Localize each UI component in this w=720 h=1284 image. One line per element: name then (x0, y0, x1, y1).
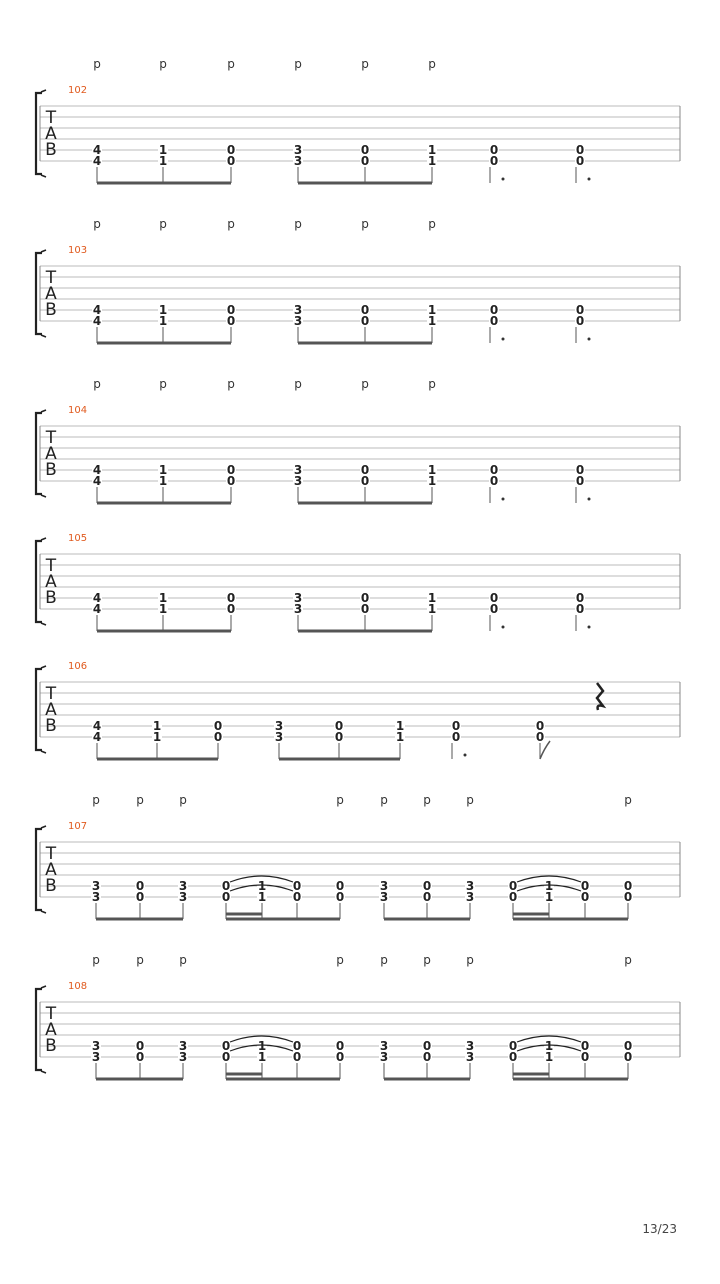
fret-number-string6: 0 (489, 474, 499, 488)
system-bracket (36, 989, 42, 1070)
fret-number-string6: 0 (489, 602, 499, 616)
fret-number-string6: 0 (575, 602, 585, 616)
fret-number-string6: 3 (379, 1050, 389, 1064)
fret-number-string5: 1 (257, 879, 267, 893)
measure-number: 102 (68, 85, 88, 96)
system-bracket (36, 413, 42, 494)
fret-number-string6: 0 (335, 890, 345, 904)
fret-number-string6: 4 (92, 314, 102, 328)
fret-number-string5: 1 (427, 463, 437, 477)
fret-number-string6: 1 (427, 474, 437, 488)
fret-number-string6: 0 (292, 890, 302, 904)
fret-number-string5: 3 (274, 719, 284, 733)
palm-mute-mark: p (336, 793, 344, 807)
fret-number-string5: 0 (335, 1039, 345, 1053)
fret-number-string6: 0 (575, 314, 585, 328)
tab-clef-letter: B (45, 300, 57, 320)
fret-number-string6: 3 (465, 1050, 475, 1064)
tab-clef-letter: B (45, 588, 57, 608)
fret-number-string5: 0 (360, 143, 370, 157)
fret-number-string6: 0 (508, 1050, 518, 1064)
measure-number: 103 (68, 245, 88, 256)
fret-number-string5: 0 (575, 303, 585, 317)
bracket-hook (41, 751, 46, 753)
fret-number-string5: 0 (508, 879, 518, 893)
fret-number-string5: 3 (293, 463, 303, 477)
fret-number-string6: 3 (91, 1050, 101, 1064)
system-bracket (36, 669, 42, 750)
fret-number-string5: 1 (257, 1039, 267, 1053)
fret-number-string6: 4 (92, 730, 102, 744)
dot (588, 626, 591, 629)
fret-number-string6: 1 (427, 314, 437, 328)
system-bracket (36, 93, 42, 174)
fret-number-string6: 3 (293, 314, 303, 328)
fret-number-string6: 1 (152, 730, 162, 744)
palm-mute-mark: p (294, 57, 302, 71)
fret-number-string5: 0 (221, 879, 231, 893)
fret-number-string6: 0 (292, 1050, 302, 1064)
fret-number-string5: 0 (360, 303, 370, 317)
tab-clef-letter: B (45, 876, 57, 896)
palm-mute-mark: p (93, 377, 101, 391)
fret-number-string6: 0 (221, 890, 231, 904)
palm-mute-mark: p (227, 57, 235, 71)
fret-number-string5: 0 (580, 879, 590, 893)
fret-number-string5: 0 (575, 463, 585, 477)
fret-number-string6: 0 (135, 890, 145, 904)
system-bracket (36, 253, 42, 334)
fret-number-string5: 0 (135, 1039, 145, 1053)
fret-number-string5: 0 (451, 719, 461, 733)
palm-mute-mark: p (466, 953, 474, 967)
bracket-hook (41, 623, 46, 625)
fret-number-string6: 0 (422, 890, 432, 904)
palm-mute-mark: p (361, 57, 369, 71)
fret-number-string5: 1 (427, 591, 437, 605)
fret-number-string6: 1 (427, 154, 437, 168)
fret-number-string6: 0 (221, 1050, 231, 1064)
fret-number-string6: 0 (213, 730, 223, 744)
palm-mute-mark: p (227, 217, 235, 231)
tab-clef-letter: T (45, 428, 57, 448)
fret-number-string6: 4 (92, 602, 102, 616)
fret-number-string5: 4 (92, 143, 102, 157)
bracket-hook (41, 250, 46, 252)
fret-number-string6: 0 (226, 154, 236, 168)
tab-clef-letter: A (45, 860, 57, 880)
fret-number-string6: 3 (178, 1050, 188, 1064)
bracket-hook (41, 826, 46, 828)
fret-number-string6: 0 (334, 730, 344, 744)
fret-number-string5: 0 (508, 1039, 518, 1053)
fret-number-string5: 4 (92, 719, 102, 733)
palm-mute-mark: p (624, 953, 632, 967)
fret-number-string5: 0 (489, 143, 499, 157)
fret-number-string5: 0 (292, 1039, 302, 1053)
fret-number-string5: 0 (221, 1039, 231, 1053)
dot (588, 178, 591, 181)
fret-number-string5: 1 (544, 879, 554, 893)
bracket-hook (41, 986, 46, 988)
fret-number-string6: 1 (544, 1050, 554, 1064)
bracket-hook (41, 538, 46, 540)
bracket-hook (41, 666, 46, 668)
fret-number-string6: 3 (379, 890, 389, 904)
tab-clef-letter: T (45, 556, 57, 576)
fret-number-string5: 3 (178, 1039, 188, 1053)
fret-number-string5: 0 (575, 143, 585, 157)
quarter-rest (597, 683, 603, 710)
tab-clef-letter: A (45, 124, 57, 144)
fret-number-string6: 1 (158, 474, 168, 488)
fret-number-string6: 0 (226, 314, 236, 328)
bracket-hook (41, 90, 46, 92)
dot (502, 178, 505, 181)
tab-clef-letter: A (45, 444, 57, 464)
fret-number-string5: 0 (580, 1039, 590, 1053)
fret-number-string6: 1 (158, 602, 168, 616)
palm-mute-mark: p (179, 953, 187, 967)
palm-mute-mark: p (159, 217, 167, 231)
fret-number-string6: 0 (575, 474, 585, 488)
palm-mute-mark: p (428, 217, 436, 231)
fret-number-string6: 3 (274, 730, 284, 744)
palm-mute-mark: p (92, 953, 100, 967)
fret-number-string6: 3 (293, 474, 303, 488)
measure-number: 104 (68, 405, 88, 416)
fret-number-string6: 3 (293, 602, 303, 616)
fret-number-string6: 0 (422, 1050, 432, 1064)
fret-number-string5: 0 (292, 879, 302, 893)
fret-number-string6: 1 (257, 1050, 267, 1064)
fret-number-string5: 0 (422, 1039, 432, 1053)
tab-clef-letter: T (45, 1004, 57, 1024)
fret-number-string5: 0 (422, 879, 432, 893)
palm-mute-mark: p (159, 377, 167, 391)
fret-number-string5: 1 (152, 719, 162, 733)
tab-clef-letter: B (45, 716, 57, 736)
fret-number-string6: 0 (623, 890, 633, 904)
fret-number-string6: 0 (451, 730, 461, 744)
fret-number-string5: 4 (92, 463, 102, 477)
fret-number-string5: 0 (335, 879, 345, 893)
fret-number-string5: 3 (379, 1039, 389, 1053)
system-bracket (36, 829, 42, 910)
fret-number-string5: 3 (91, 879, 101, 893)
palm-mute-mark: p (380, 953, 388, 967)
palm-mute-mark: p (179, 793, 187, 807)
fret-number-string6: 0 (335, 1050, 345, 1064)
fret-number-string5: 0 (226, 303, 236, 317)
fret-number-string5: 0 (623, 1039, 633, 1053)
bracket-hook (41, 1071, 46, 1073)
fret-number-string5: 3 (293, 303, 303, 317)
tab-clef-letter: B (45, 140, 57, 160)
bracket-hook (41, 911, 46, 913)
fret-number-string5: 3 (293, 591, 303, 605)
palm-mute-mark: p (361, 377, 369, 391)
palm-mute-mark: p (361, 217, 369, 231)
fret-number-string6: 4 (92, 154, 102, 168)
dot (502, 338, 505, 341)
fret-number-string5: 0 (360, 591, 370, 605)
palm-mute-mark: p (624, 793, 632, 807)
bracket-hook (41, 495, 46, 497)
measure-number: 107 (68, 821, 88, 832)
fret-number-string5: 0 (226, 591, 236, 605)
fret-number-string5: 1 (158, 591, 168, 605)
palm-mute-mark: p (93, 217, 101, 231)
fret-number-string5: 1 (395, 719, 405, 733)
measure-number: 108 (68, 981, 88, 992)
palm-mute-mark: p (428, 57, 436, 71)
palm-mute-mark: p (423, 793, 431, 807)
palm-mute-mark: p (423, 953, 431, 967)
fret-number-string6: 0 (580, 1050, 590, 1064)
page-number: 13/23 (642, 1222, 677, 1236)
palm-mute-mark: p (92, 793, 100, 807)
fret-number-string5: 3 (465, 879, 475, 893)
measure-number: 106 (68, 661, 88, 672)
fret-number-string6: 3 (293, 154, 303, 168)
palm-mute-mark: p (227, 377, 235, 391)
fret-number-string5: 4 (92, 591, 102, 605)
fret-number-string5: 3 (91, 1039, 101, 1053)
fret-number-string5: 4 (92, 303, 102, 317)
palm-mute-mark: p (380, 793, 388, 807)
fret-number-string5: 0 (360, 463, 370, 477)
fret-number-string5: 3 (465, 1039, 475, 1053)
palm-mute-mark: p (466, 793, 474, 807)
fret-number-string5: 0 (226, 143, 236, 157)
palm-mute-mark: p (428, 377, 436, 391)
palm-mute-mark: p (136, 793, 144, 807)
palm-mute-mark: p (136, 953, 144, 967)
fret-number-string5: 1 (158, 303, 168, 317)
fret-number-string5: 0 (135, 879, 145, 893)
fret-number-string6: 1 (158, 314, 168, 328)
fret-number-string5: 0 (334, 719, 344, 733)
fret-number-string6: 1 (158, 154, 168, 168)
fret-number-string5: 0 (575, 591, 585, 605)
tab-clef-letter: A (45, 700, 57, 720)
bracket-hook (41, 335, 46, 337)
fret-number-string6: 3 (465, 890, 475, 904)
fret-number-string6: 0 (135, 1050, 145, 1064)
fret-number-string6: 0 (489, 154, 499, 168)
fret-number-string6: 0 (360, 154, 370, 168)
fret-number-string5: 1 (427, 143, 437, 157)
fret-number-string6: 0 (226, 474, 236, 488)
bracket-hook (41, 410, 46, 412)
fret-number-string5: 1 (427, 303, 437, 317)
fret-number-string6: 1 (427, 602, 437, 616)
palm-mute-mark: p (336, 953, 344, 967)
palm-mute-mark: p (159, 57, 167, 71)
tab-clef-letter: T (45, 844, 57, 864)
tab-clef-letter: T (45, 684, 57, 704)
fret-number-string6: 0 (489, 314, 499, 328)
fret-number-string6: 0 (508, 890, 518, 904)
tab-clef-letter: T (45, 108, 57, 128)
palm-mute-mark: p (294, 377, 302, 391)
dot (588, 338, 591, 341)
fret-number-string6: 0 (360, 602, 370, 616)
fret-number-string5: 3 (293, 143, 303, 157)
tab-clef-letter: A (45, 572, 57, 592)
system-bracket (36, 541, 42, 622)
tab-clef-letter: T (45, 268, 57, 288)
fret-number-string6: 0 (360, 314, 370, 328)
dot (464, 754, 467, 757)
fret-number-string6: 0 (575, 154, 585, 168)
fret-number-string6: 0 (226, 602, 236, 616)
palm-mute-mark: p (294, 217, 302, 231)
fret-number-string5: 0 (489, 463, 499, 477)
fret-number-string5: 0 (623, 879, 633, 893)
fret-number-string5: 0 (489, 591, 499, 605)
fret-number-string6: 4 (92, 474, 102, 488)
fret-number-string6: 1 (395, 730, 405, 744)
fret-number-string6: 3 (91, 890, 101, 904)
fret-number-string5: 1 (158, 463, 168, 477)
dot (502, 498, 505, 501)
tab-clef-letter: A (45, 1020, 57, 1040)
dot (588, 498, 591, 501)
fret-number-string6: 1 (257, 890, 267, 904)
bracket-hook (41, 175, 46, 177)
tab-clef-letter: A (45, 284, 57, 304)
fret-number-string6: 0 (580, 890, 590, 904)
measure-number: 105 (68, 533, 88, 544)
fret-number-string6: 0 (535, 730, 545, 744)
tab-clef-letter: B (45, 460, 57, 480)
fret-number-string5: 0 (489, 303, 499, 317)
fret-number-string5: 0 (535, 719, 545, 733)
fret-number-string6: 3 (178, 890, 188, 904)
fret-number-string6: 0 (623, 1050, 633, 1064)
fret-number-string5: 0 (226, 463, 236, 477)
fret-number-string5: 1 (158, 143, 168, 157)
dot (502, 626, 505, 629)
fret-number-string5: 0 (213, 719, 223, 733)
fret-number-string5: 3 (379, 879, 389, 893)
fret-number-string5: 3 (178, 879, 188, 893)
palm-mute-mark: p (93, 57, 101, 71)
fret-number-string6: 0 (360, 474, 370, 488)
fret-number-string5: 1 (544, 1039, 554, 1053)
tab-clef-letter: B (45, 1036, 57, 1056)
fret-number-string6: 1 (544, 890, 554, 904)
